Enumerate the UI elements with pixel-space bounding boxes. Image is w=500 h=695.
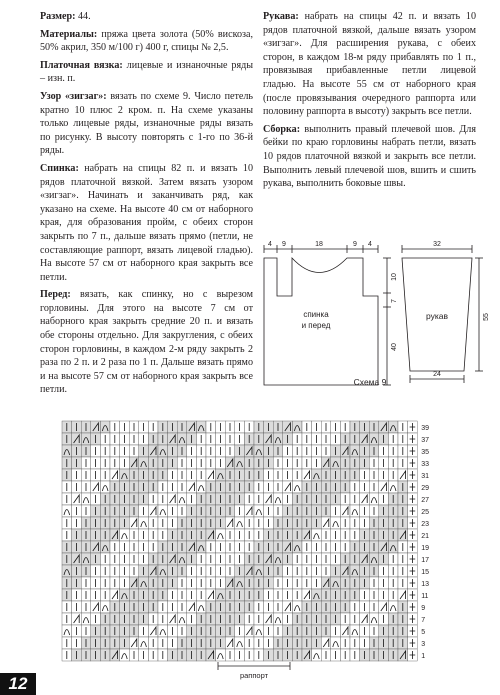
chart-cell (100, 601, 110, 613)
right-text-column (263, 10, 476, 195)
row-number: 9 (421, 605, 426, 612)
chart-cell (216, 649, 226, 661)
chart-cell (177, 553, 187, 565)
body-label-line-2: и перед (301, 321, 331, 330)
assembly-paragraph (263, 123, 476, 191)
dim-9-right: 9 (353, 241, 357, 248)
chart-cell (292, 601, 302, 613)
chart-cell (120, 529, 130, 541)
zigzag-label: Узор «зигзаг»: (40, 90, 107, 102)
chart-cell (177, 433, 187, 445)
front-label: Перед: (40, 289, 71, 301)
chart-cell (331, 577, 341, 589)
row-number: 31 (421, 473, 429, 480)
chart-cell (369, 613, 379, 625)
chart-cell (100, 421, 110, 433)
garter-stitch-paragraph (40, 59, 253, 86)
chart-cell (331, 457, 341, 469)
assembly-text: выполнить правый плечевой шов. Для бейки по краю горловины набрать петли, вязать 10 рядов платочной вязкой и закрыть все петли. Выполнить левый плечевой шов, вшить и сшить рукава, выполнить боковые швы. (263, 123, 476, 190)
chart-cell (350, 565, 360, 577)
chart-cell (139, 457, 149, 469)
dim-7: 7 (391, 299, 398, 303)
sleeves-label: Рукава: (263, 11, 299, 22)
knitting-chart (58, 419, 450, 681)
row-number: 21 (421, 533, 429, 540)
chart-cell (331, 637, 341, 649)
materials-text: пряжа цвета золота (50% вискоза, 50% акрил, 350 м/100 г) 400 г, спицы № 2,5. (40, 28, 253, 54)
chart-cell (273, 433, 283, 445)
chart-cell (177, 493, 187, 505)
chart-cell (235, 577, 245, 589)
dim-10: 10 (391, 273, 398, 281)
row-number: 15 (421, 569, 429, 576)
back-paragraph (40, 162, 253, 284)
chart-cell (81, 433, 91, 445)
chart-cell (139, 577, 149, 589)
chart-cell (254, 445, 264, 457)
chart-cell (158, 505, 168, 517)
repeat-label: раппорт (239, 671, 269, 680)
sleeve-label: рукав (425, 311, 449, 321)
chart-cell (216, 589, 226, 601)
chart-cell (81, 493, 91, 505)
chart-cell (196, 541, 206, 553)
row-number: 19 (421, 545, 429, 552)
chart-cell (139, 637, 149, 649)
row-number: 25 (421, 509, 429, 516)
chart-cell (292, 421, 302, 433)
row-number: 37 (421, 437, 429, 444)
assembly-label: Сборка: (263, 123, 301, 135)
dim-4-left: 4 (268, 241, 272, 248)
chart-cell (350, 505, 360, 517)
diagram-caption: Схема 9 (353, 377, 387, 387)
chart-cell (177, 613, 187, 625)
chart-cell (254, 625, 264, 637)
sleeves-text: набрать на спицы 42 п. и вязать 10 рядов платочной вязкой, дальше вязать узором «зигзаг». Для расширения рукава, с обеих сторон, в каждом 18-м ряду прибавлять по 1 п., провязывая прибавленные петли лицевой гладью. На высоте 55 см от наборного края (после провязывания очередного раппорта или половину раппорта в высоту) закрыть все петли. (263, 11, 476, 118)
size-paragraph (40, 10, 253, 24)
garter-stitch-label: Платочная вязка: (40, 59, 123, 71)
chart-cell (235, 457, 245, 469)
chart-cell (196, 481, 206, 493)
chart-cell (196, 421, 206, 433)
chart-cell (273, 553, 283, 565)
chart-cell (350, 625, 360, 637)
size-label: Размер: (40, 11, 76, 22)
chart-cell (158, 625, 168, 637)
front-text: вязать, как спинку, но с вырезом горловины. Для этого на высоте 7 см от наборного края закрыть средние 20 п. и вязать обе стороны отдельно. Для закругления, с обеих сторон горловины, в каждом 2-м ряду закрыть 2 раза по 2 п. и 2 раза по 1 п. Дальше вязать прямо и на высоте 57 см от наборного края закрыть все петли. (40, 289, 253, 396)
chart-cell (273, 613, 283, 625)
chart-cell (196, 601, 206, 613)
chart-cell (350, 445, 360, 457)
chart-cell (312, 589, 322, 601)
row-number: 17 (421, 557, 429, 564)
chart-cell (254, 505, 264, 517)
chart-cell (273, 493, 283, 505)
front-paragraph (40, 288, 253, 397)
chart-cell (235, 637, 245, 649)
dim-40: 40 (391, 343, 398, 351)
row-number: 11 (421, 593, 429, 600)
chart-cell (254, 565, 264, 577)
garter-stitch-text: лицевые и изнаночные ряды – изн. п. (40, 59, 254, 85)
row-number: 23 (421, 521, 429, 528)
size-text: 44. (75, 11, 91, 22)
chart-cell (139, 517, 149, 529)
back-label: Спинка: (40, 162, 79, 174)
chart-cell (216, 469, 226, 481)
left-text-column (40, 10, 253, 401)
chart-cell (388, 421, 398, 433)
row-number: 7 (421, 617, 426, 624)
row-number: 39 (421, 425, 429, 432)
chart-cell (312, 469, 322, 481)
row-number: 33 (421, 461, 429, 468)
chart-cell (81, 553, 91, 565)
chart-cell (100, 481, 110, 493)
chart-cell (292, 541, 302, 553)
dim-4-right: 4 (368, 241, 372, 248)
row-number: 1 (421, 653, 426, 660)
chart-cell (369, 433, 379, 445)
body-label-line-1: спинка (303, 310, 329, 319)
chart-cell (62, 625, 72, 637)
materials-label: Материалы: (40, 28, 98, 40)
chart-cell (158, 565, 168, 577)
back-text: набрать на спицы 82 п. и вязать 10 рядов платочной вязкой. Затем вязать узором «зигзаг». Начинать и заканчивать ряд, как указано на схеме. На высоте 40 см от наборного края, для образования пройм, с обеих сторон закрыть по 7 п., дальше вязать прямо (петли, не составляющие раппорт, вязать лицевой гладью). На высоте 57 см от наборного края закрыть все петли. (40, 162, 253, 283)
chart-cell (120, 469, 130, 481)
chart-cell (62, 445, 72, 457)
zigzag-pattern-paragraph (40, 90, 253, 158)
sleeves-paragraph (263, 10, 476, 119)
chart-cell (388, 601, 398, 613)
chart-cell (120, 649, 130, 661)
chart-cell (100, 541, 110, 553)
row-number: 5 (421, 629, 426, 636)
dim-55: 55 (483, 313, 490, 321)
chart-cell (62, 505, 72, 517)
chart-cell (312, 529, 322, 541)
chart-cell (62, 565, 72, 577)
chart-cell (292, 481, 302, 493)
chart-cell (331, 517, 341, 529)
chart-cell (388, 481, 398, 493)
row-number: 27 (421, 497, 429, 504)
dim-18: 18 (315, 241, 323, 248)
zigzag-text: вязать по схеме 9. Число петель кратно 10 плюс 2 кром. п. На схеме указаны только лицевые ряды, изнаночные ряды вязать по рисунку. В высоту повторять с 1-го по 36-й ряды. (40, 90, 254, 157)
chart-cell (235, 517, 245, 529)
chart-cell (81, 613, 91, 625)
dim-24: 24 (433, 371, 441, 378)
chart-cell (312, 649, 322, 661)
page-number: 12 (0, 673, 36, 695)
materials-paragraph (40, 28, 253, 55)
row-number: 13 (421, 581, 429, 588)
pattern-schematic (250, 237, 490, 387)
row-number: 3 (421, 641, 426, 648)
chart-cell (369, 553, 379, 565)
dim-9-left: 9 (282, 241, 286, 248)
chart-cell (369, 493, 379, 505)
chart-cell (216, 529, 226, 541)
chart-grid (62, 421, 417, 661)
dim-32: 32 (433, 241, 441, 248)
row-number: 29 (421, 485, 429, 492)
chart-cell (158, 445, 168, 457)
chart-cell (120, 589, 130, 601)
row-number: 35 (421, 449, 429, 456)
chart-cell (388, 541, 398, 553)
